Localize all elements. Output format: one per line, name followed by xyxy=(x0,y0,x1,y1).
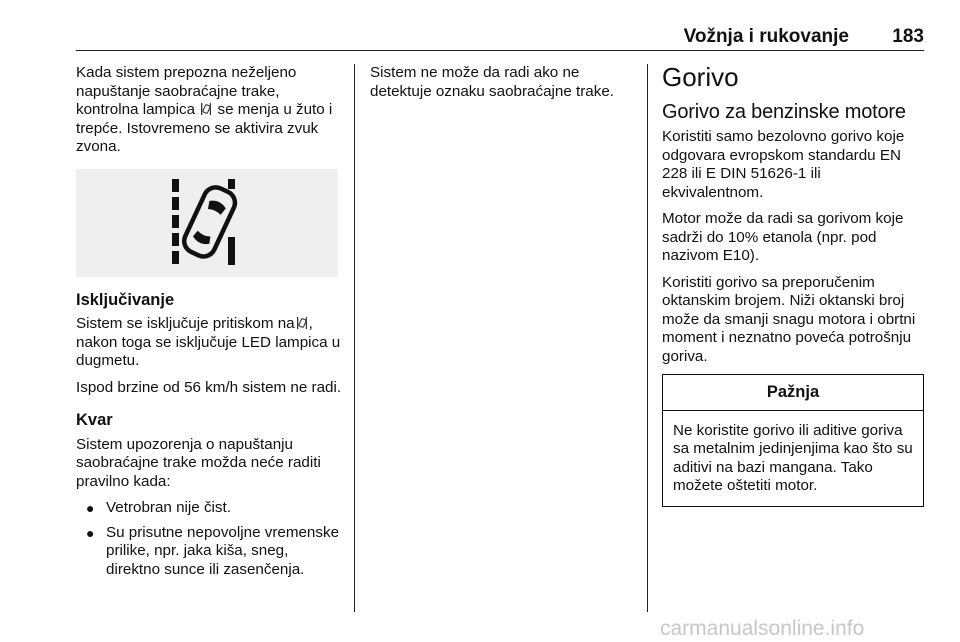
bullet-icon: ● xyxy=(86,524,95,541)
lane-departure-illustration xyxy=(76,169,338,277)
off-heading: Isključivanje xyxy=(76,290,175,309)
warning-box xyxy=(662,374,924,507)
bullet-icon: ● xyxy=(86,500,95,516)
fuel-heading: Gorivo xyxy=(662,62,739,92)
fuel-paragraph-2: Motor može da radi sa gorivom koje sadrži do 10% etanola (npr. pod nazivom E10). xyxy=(662,210,904,264)
page-header xyxy=(76,26,924,52)
warning-title: Pažnja xyxy=(663,375,923,411)
lane-departure-icon xyxy=(201,103,211,115)
column-divider xyxy=(647,64,648,612)
header-rule xyxy=(76,50,924,51)
section-title: Vožnja i rukovanje xyxy=(683,26,849,47)
fault-heading: Kvar xyxy=(76,411,113,429)
list-item: ● Su prisutne nepovoljne vremenske prilike, npr. jaka kiša, sneg, direktno sunce ili zasenčenja. xyxy=(86,523,340,578)
intro-paragraph: Kada sistem prepozna neželjeno napuštanje saobraćajne trake, kontrolna lampica se menja u žuto i trepće. Istovremeno se aktivira zvuk zvona. xyxy=(76,64,333,155)
right-column xyxy=(662,64,924,507)
off-paragraph: Sistem se isključuje pritiskom na , nakon toga se isključuje LED lampica u dugmetu. xyxy=(76,315,341,369)
lane-departure-icon xyxy=(297,317,307,329)
warning-body: Ne koristite gorivo ili aditive goriva sa metalnim jedinjenjima kao što su aditivi na bazi mangana. Tako možete oštetiti motor. xyxy=(673,421,913,494)
fuel-paragraph-1: Koristiti samo bezolovno gorivo koje odgovara evropskom standardu EN 228 ili E DIN 51626-1 ili ekvivalentnom. xyxy=(662,128,905,201)
middle-column xyxy=(370,64,640,109)
fuel-paragraph-3: Koristiti gorivo sa preporučenim oktanskim brojem. Niži oktanski broj može da smanji snagu motora i obrtni moment i neznatno poveća potrošnju goriva. xyxy=(662,273,916,365)
column-divider xyxy=(354,64,355,612)
fault-paragraph: Sistem upozorenja o napuštanju saobraćajne trake možda neće raditi pravilno kada: xyxy=(76,435,321,490)
fault-list xyxy=(76,499,342,579)
list-item: ● Vetrobran nije čist. xyxy=(86,499,231,516)
watermark: carmanualsonline.info xyxy=(660,617,865,640)
speed-paragraph: Ispod brzine od 56 km/h sistem ne radi. xyxy=(76,378,342,396)
left-column xyxy=(76,64,342,585)
detection-paragraph: Sistem ne može da radi ako ne detektuje oznaku saobraćajne trake. xyxy=(370,64,615,100)
page-number: 183 xyxy=(892,26,924,47)
petrol-subheading: Gorivo za benzinske motore xyxy=(662,101,906,123)
